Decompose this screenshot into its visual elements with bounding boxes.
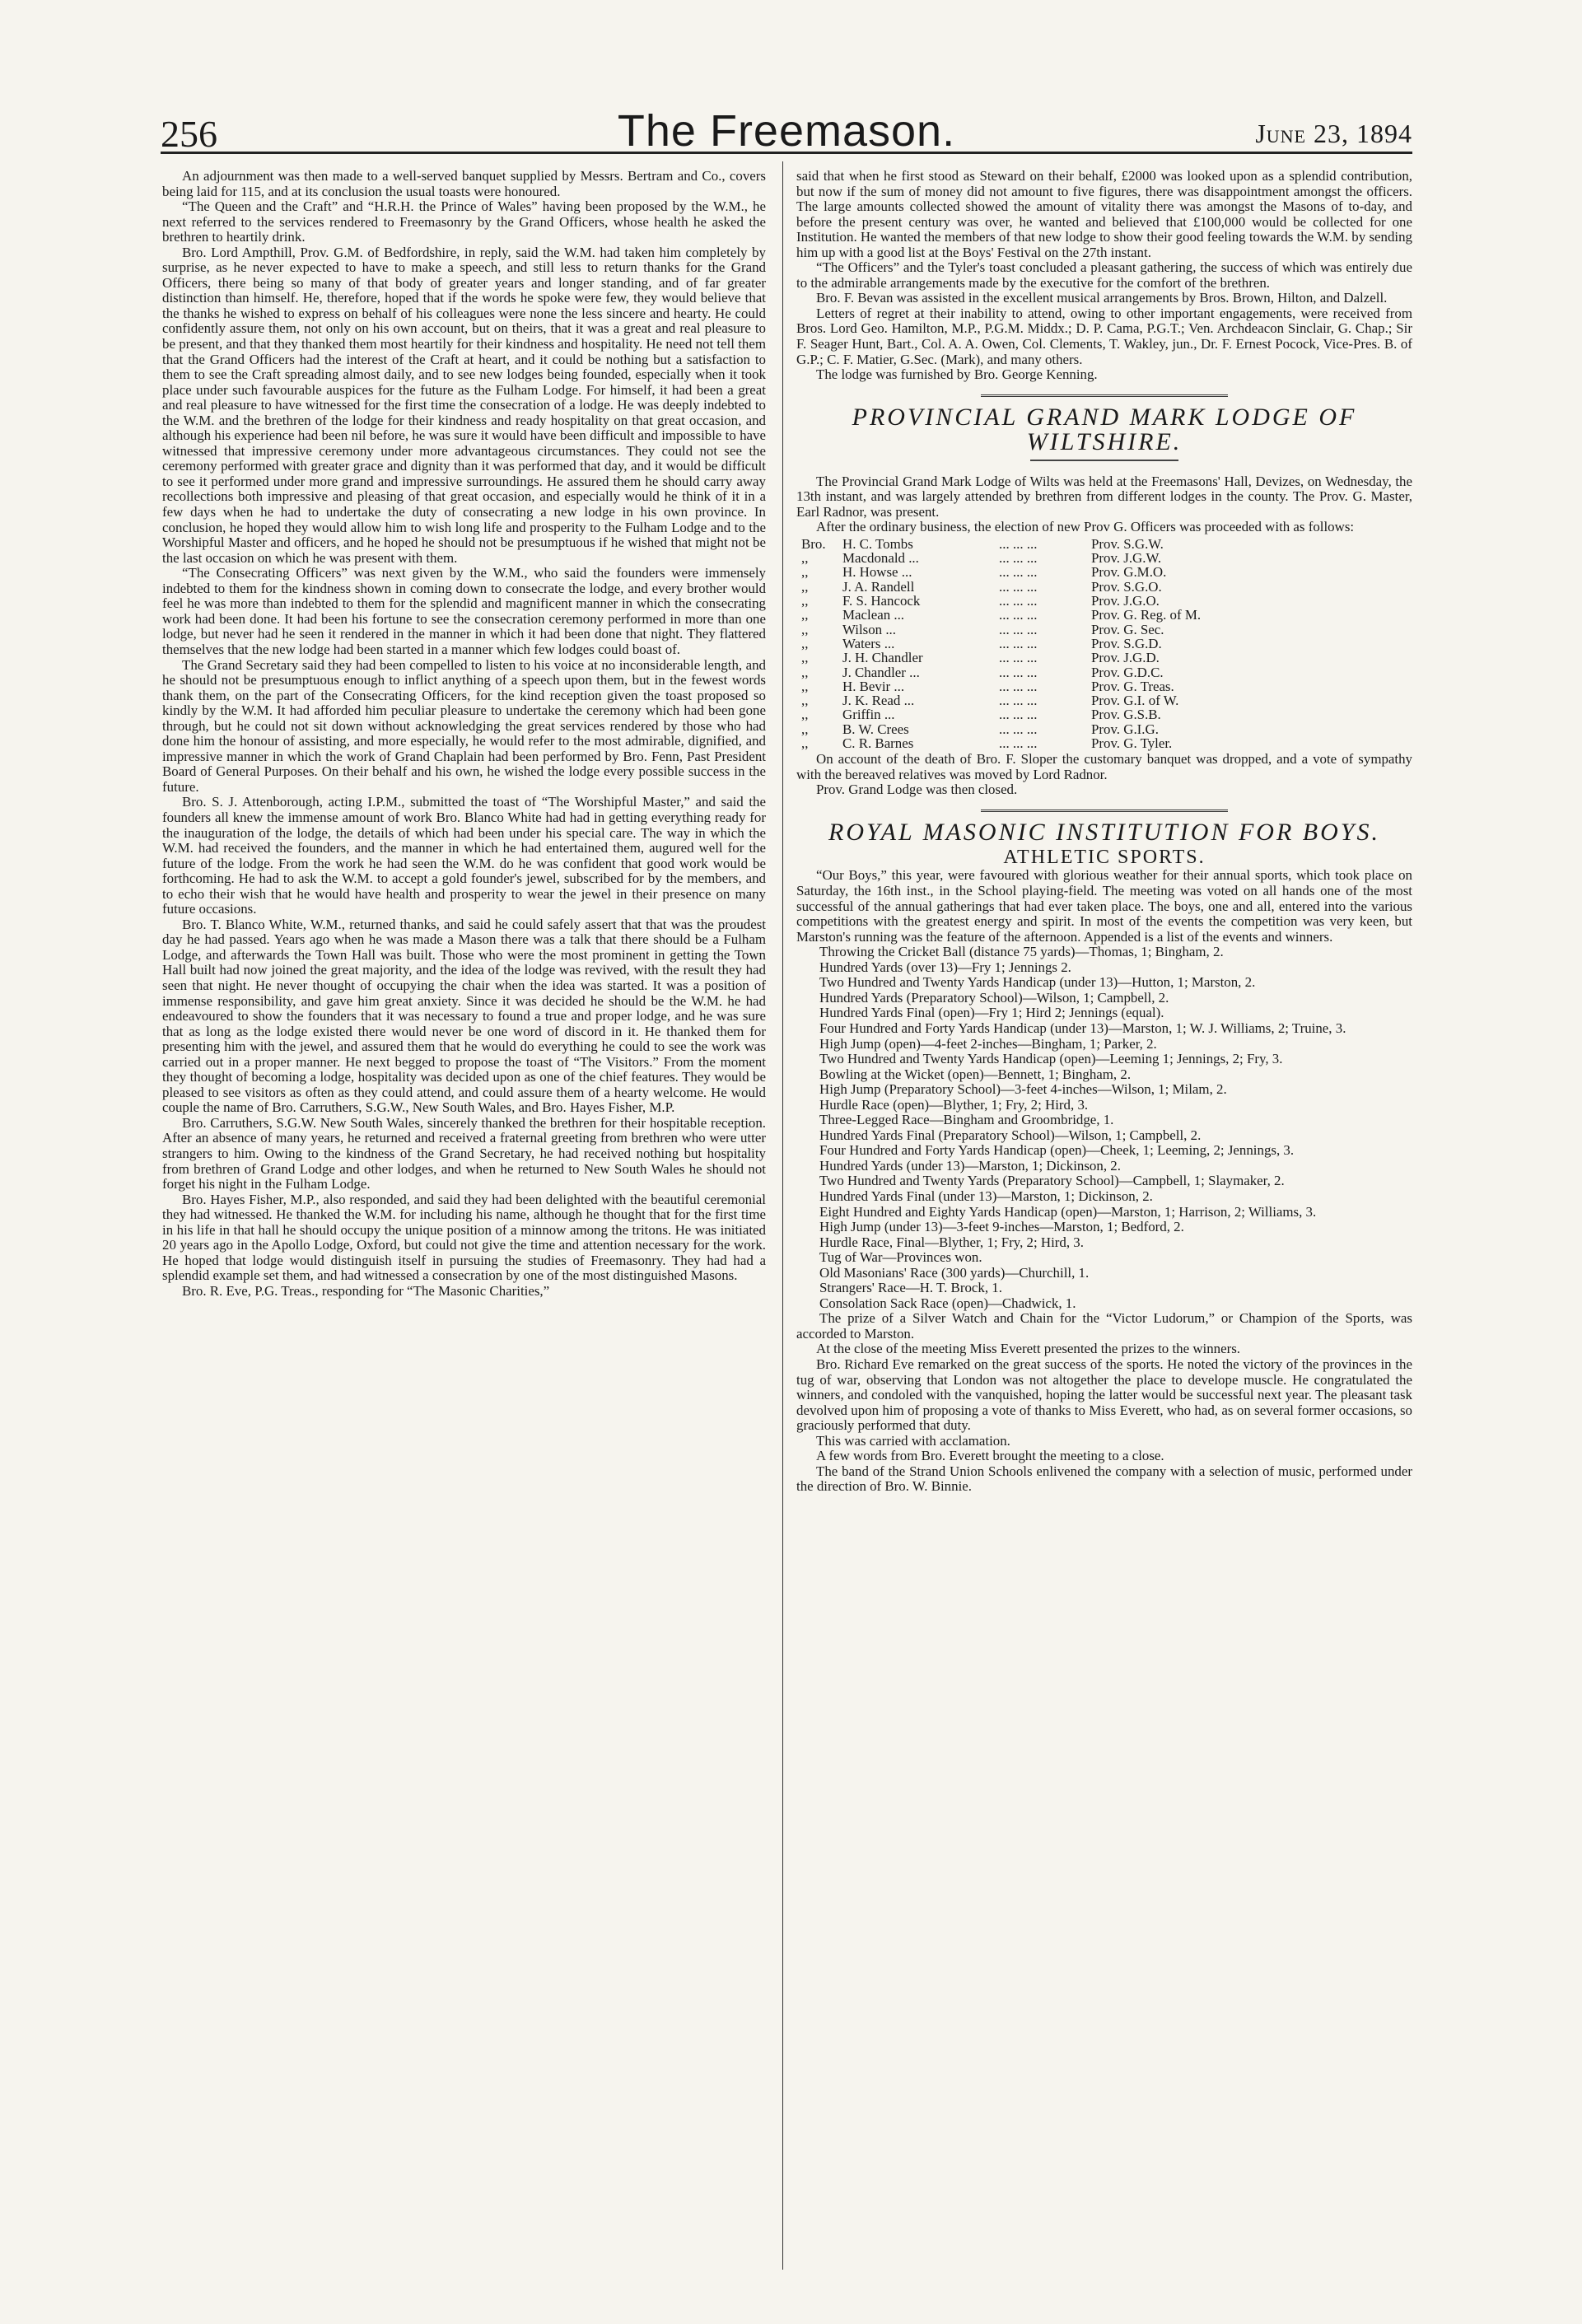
leader-dots: ... ... ...	[999, 721, 1038, 737]
paragraph: The lodge was furnished by Bro. George Kenning.	[816, 366, 1098, 383]
leader-dots: ... ... ...	[999, 735, 1038, 751]
leader-dots: ... ... ...	[999, 664, 1038, 680]
leader-dots: ... ... ...	[999, 635, 1038, 651]
officer-prefix: ,,	[801, 678, 809, 694]
officer-prefix: ,,	[801, 664, 809, 680]
officer-name: H. Howse ...	[842, 564, 912, 581]
section-divider	[981, 810, 1228, 812]
results-list	[796, 945, 1412, 1342]
officer-office: Prov. G. Treas.	[1091, 678, 1174, 694]
result-item: Three-Legged Race—Bingham and Groombridge, 1.	[819, 1112, 1114, 1128]
result-item: High Jump (Preparatory School)—3-feet 4-inches—Wilson, 1; Milam, 2.	[819, 1081, 1227, 1098]
paragraph: Letters of regret at their inability to attend, owing to other important engagements, were received from Bros. Lord Geo. Hamilton, M.P., P.G.M. Middx.; D. P. Cama, P.G.T.; Ven. Archdeacon Sinclair, G. Chap.; Sir F. Seager Hunt, Bart., Col. A. A. Owen, Col. Clements, T. Wakley, jun., Dr. F. Ernest Pocock, Vice-Pres. B. of G.P.; C. F. Matier, G.Sec. (Mark), and many others.	[796, 305, 1412, 367]
officer-name: H. C. Tombs	[842, 535, 913, 552]
result-item: Two Hundred and Twenty Yards Handicap (open)—Leeming 1; Jennings, 2; Fry, 3.	[819, 1051, 1283, 1067]
leader-dots: ... ... ...	[999, 693, 1038, 709]
result-item: Hundred Yards (under 13)—Marston, 1; Dickinson, 2.	[819, 1157, 1121, 1174]
officer-row	[796, 637, 1264, 651]
paragraph: At the close of the meeting Miss Everett presented the prizes to the winners.	[816, 1341, 1241, 1357]
officer-name: J. A. Randell	[842, 578, 915, 595]
sports-subheading: ATHLETIC SPORTS.	[1003, 846, 1206, 868]
result-item: Hurdle Race (open)—Blyther, 1; Fry, 2; Hird, 3.	[819, 1096, 1089, 1113]
leader-dots: ... ... ...	[999, 593, 1038, 609]
section-divider	[981, 394, 1228, 397]
page-header	[161, 97, 1412, 155]
result-item: Hundred Yards (over 13)—Fry 1; Jennings 2.	[819, 959, 1071, 975]
paragraph: Bro. Hayes Fisher, M.P., also responded, and said they had been delighted with the beautiful ceremonial they had witnessed. He thanked the W.M. for including his name, although he thought that for the first time in his life in that hall he should occupy the unique position of a minnow among the tritons. He was initiated 20 years ago in the Apollo Lodge, Oxford, but could not give the time and attention necessary for the work. He hoped that lodge would distinguish itself in pursuing the studies of Freemasonry. They had had a splendid example set them, and had witnessed a consecration by one of the most distinguished Masons.	[162, 1191, 766, 1284]
result-item: Old Masonians' Race (300 yards)—Churchill, 1.	[819, 1264, 1090, 1281]
officer-name: Macdonald ...	[842, 550, 919, 567]
column-divider	[782, 161, 783, 2270]
paragraph: An adjournment was then made to a well-served banquet supplied by Messrs. Bertram and Co., covers being laid for 115, and at its conclusion the usual toasts were honoured.	[162, 168, 766, 199]
officer-name: B. W. Crees	[842, 721, 909, 737]
officer-office: Prov. G.I.G.	[1091, 721, 1159, 737]
officer-office: Prov. S.G.W.	[1091, 535, 1164, 552]
officer-prefix: ,,	[801, 635, 809, 651]
officer-office: Prov. G. Tyler.	[1091, 735, 1173, 751]
result-item: Two Hundred and Twenty Yards Handicap (under 13)—Hutton, 1; Marston, 2.	[819, 974, 1256, 991]
result-item: Hundred Yards Final (under 13)—Marston, 1; Dickinson, 2.	[819, 1188, 1153, 1204]
header-rule	[161, 152, 1412, 154]
leader-dots: ... ... ...	[999, 607, 1038, 623]
result-item: The prize of a Silver Watch and Chain for the “Victor Ludorum,” or Champion of the Sports, was accorded to Marston.	[796, 1310, 1412, 1342]
result-item: Four Hundred and Forty Yards Handicap (under 13)—Marston, 1; W. J. Williams, 2; Truine, 3.	[819, 1020, 1346, 1036]
officer-office: Prov. G.S.B.	[1091, 707, 1161, 723]
result-item: Hundred Yards (Preparatory School)—Wilson, 1; Campbell, 2.	[819, 989, 1169, 1006]
officer-prefix: ,,	[801, 707, 809, 723]
officer-name: Maclean ...	[842, 607, 905, 623]
officer-office: Prov. J.G.D.	[1091, 650, 1160, 666]
officer-prefix: ,,	[801, 735, 809, 751]
officer-row	[796, 537, 1264, 551]
officer-office: Prov. G.M.O.	[1091, 564, 1167, 581]
paragraph: “Our Boys,” this year, were favoured with glorious weather for their annual sports, which took place on Saturday, the 16th inst., in the School playing-field. The meeting was voted on all hands one of the most successful of the annual gatherings that had ever taken place. The boys, one and all, entered into the various competitions with the greatest energy and spirit. In most of the events the competition was very keen, but Marston's running was the feature of the afternoon. Appended is a list of the events and winners.	[796, 867, 1412, 945]
page-number: 256	[161, 113, 217, 155]
paragraph: This was carried with acclamation.	[816, 1432, 1010, 1449]
leader-dots: ... ... ...	[999, 621, 1038, 637]
officer-prefix: ,,	[801, 564, 809, 581]
officer-prefix: ,,	[801, 693, 809, 709]
result-item: Strangers' Race—H. T. Brock, 1.	[819, 1280, 1002, 1296]
paragraph: The Grand Secretary said they had been compelled to listen to his voice at no inconsiderable length, and he should not be presumptuous enough to inflict anything of a speech upon them, but in the fewest words thank them, on the part of the Consecrating Officers, for the kind reception given the toast proposed so kindly by the W.M. It had afforded him peculiar pleasure to undertake the ceremony which had been gone through, but he could not sit down without acknowledging the great services rendered by those who had done him the honour of assisting, and more especially, he would refer to the most admirable, dignified, and impressive manner in which the work of Grand Chaplain had been performed by Bro. Fenn, Past President Board of General Purposes. On their behalf and his own, he wished the lodge every possible success in the future.	[162, 656, 766, 795]
officer-row	[796, 623, 1264, 637]
officer-row	[796, 565, 1264, 579]
paragraph: “The Officers” and the Tyler's toast concluded a pleasant gathering, the success of which was entirely due to the admirable arrangements made by the executive for the comfort of the brethren.	[796, 259, 1412, 291]
masthead-title: The Freemason.	[617, 106, 956, 156]
result-item: Hundred Yards Final (Preparatory School)—Wilson, 1; Campbell, 2.	[819, 1127, 1202, 1143]
paragraph: On account of the death of Bro. F. Sloper the customary banquet was dropped, and a vote of sympathy with the bereaved relatives was moved by Lord Radnor.	[796, 751, 1412, 782]
paragraph: Bro. R. Eve, P.G. Treas., responding for “The Masonic Charities,”	[182, 1282, 550, 1299]
officer-row	[796, 651, 1264, 665]
paragraph: Bro. T. Blanco White, W.M., returned thanks, and said he could safely assert that that was the proudest day he had passed. Years ago when he was made a Mason there was a talk that there should be a Fulham Lodge, and afterwards the Town Hall was built. Those who were the most prominent in getting the Town Hall built had now joined the great majority, and the idea of the lodge was revived, with the result they had seen that night. He never thought of occupying the chair when the idea was started. It was a position of immense responsibility, and gave him great anxiety. Since it was decided he should be the W.M. he had endeavoured to show the founders that it was necessary to found a true and proper lodge, and he was sure that as long as the lodge existed there would never be one word of discord in it. He thanked them for presenting him with the jewel, and assured them that he would do everything he could to see the work was carried out in a proper manner. He next begged to propose the toast of “The Visitors.” From the moment they thought of becoming a lodge, hospitality was decided upon as one of the chief features. They would be pleased to see visitors as often as they could attend, and could assure them of a hearty welcome. He would couple the name of Bro. Carruthers, S.G.W., New South Wales, and Bro. Hayes Fisher, M.P.	[162, 916, 766, 1116]
officer-row	[796, 551, 1264, 565]
officer-name: H. Bevir ...	[842, 678, 905, 694]
officer-row	[796, 693, 1264, 707]
paragraph: Bro. Richard Eve remarked on the great success of the sports. He noted the victory of the provinces in the tug of war, observing that London was not altogether the place to develope muscle. He congratulated the winners, and condoled with the vanquished, hoping the latter would be successful next year. The pleasant task devolved upon him of proposing a vote of thanks to Miss Everett, who had, as on several former occasions, so graciously performed that duty.	[796, 1356, 1412, 1434]
wiltshire-heading: PROVINCIAL GRAND MARK LODGE OF WILTSHIRE.	[852, 403, 1357, 455]
officer-row	[796, 679, 1264, 693]
left-column	[162, 169, 766, 1299]
officer-name: F. S. Hancock	[842, 593, 921, 609]
paragraph: Bro. Carruthers, S.G.W. New South Wales, sincerely thanked the brethren for their hospitable reception. After an absence of many years, he returned and received a fraternal greeting from brethren who were utter strangers to him. Owing to the kindness of the Grand Secretary, he had received nothing but hospitality from brethren of Grand Lodge and other lodges, and when he returned to New South Wales he should not forget his night in the Fulham Lodge.	[162, 1114, 766, 1192]
officer-row	[796, 608, 1264, 622]
officer-prefix: ,,	[801, 607, 809, 623]
heading-rule	[1030, 460, 1178, 461]
result-item: Four Hundred and Forty Yards Handicap (open)—Cheek, 1; Leeming, 2; Jennings, 3.	[819, 1142, 1295, 1159]
paragraph: The Provincial Grand Mark Lodge of Wilts was held at the Freemasons' Hall, Devizes, on Wednesday, the 13th instant, and was largely attended by brethren from different lodges in the county. The Prov. G. Master, Earl Radnor, was present.	[796, 473, 1412, 520]
officer-row	[796, 707, 1264, 721]
officer-office: Prov. S.G.D.	[1091, 635, 1162, 651]
right-column	[796, 169, 1412, 1495]
officer-row	[796, 594, 1264, 608]
officer-prefix: ,,	[801, 550, 809, 567]
officer-row	[796, 665, 1264, 679]
officer-name: J. Chandler ...	[842, 664, 920, 680]
result-item: Hundred Yards Final (open)—Fry 1; Hird 2; Jennings (equal).	[819, 1005, 1164, 1021]
result-item: Tug of War—Provinces won.	[819, 1249, 982, 1266]
officer-prefix: Bro.	[801, 535, 826, 552]
result-item: Two Hundred and Twenty Yards (Preparatory School)—Campbell, 1; Slaymaker, 2.	[819, 1173, 1285, 1189]
result-item: Consolation Sack Race (open)—Chadwick, 1.	[819, 1295, 1076, 1311]
officer-prefix: ,,	[801, 593, 809, 609]
leader-dots: ... ... ...	[999, 578, 1038, 595]
officer-name: J. K. Read ...	[842, 693, 915, 709]
officer-office: Prov. G. Reg. of M.	[1091, 607, 1202, 623]
officer-office: Prov. G.D.C.	[1091, 664, 1164, 680]
paragraph: Bro. S. J. Attenborough, acting I.P.M., submitted the toast of “The Worshipful Master,” and said the founders all knew the immense amount of work Bro. Blanco White had had in getting everything ready for the inauguration of the lodge, the details of which had been under his special care. The way in which the W.M. had received the founders, and the manner in which he had entertained them, augured well for the future of the lodge. From the work he had seen the W.M. do he was confident that good work would be forthcoming. He had to ask the W.M. to accept a gold founder's jewel, subscribed for by the members, and to echo their wish that he would have health and prosperity to wear the jewel in their presence on many future occasions.	[162, 794, 766, 917]
officer-office: Prov. G. Sec.	[1091, 621, 1164, 637]
officer-name: J. H. Chandler	[842, 650, 923, 666]
result-item: Throwing the Cricket Ball (distance 75 yards)—Thomas, 1; Bingham, 2.	[819, 944, 1224, 960]
officer-prefix: ,,	[801, 721, 809, 737]
officer-row	[796, 580, 1264, 594]
paragraph: Bro. Lord Ampthill, Prov. G.M. of Bedfordshire, in reply, said the W.M. had taken him completely by surprise, as he never expected to have to make a speech, and still less to return thanks for the Grand Officers, there being so many of that body of greater years and longer standing, and of far greater distinction than himself. He, therefore, hoped that if the words he spoke were few, they would believe that the thanks he wished to express on behalf of his colleagues were none the less sincere and hearty. He could confidently assure them, not only on his own account, but on theirs, that it was a great and real pleasure to be present, and that they thanked them most heartily for their kindness and hospitality. He need not tell them that the Grand Officers had the interest of the Craft at heart, and it could be nothing but a satisfaction to them to see the Craft spreading almost daily, and to see new lodges being founded, especially when it took place under such favourable auspices for the future as the Fulham Lodge. For himself, it had been a great and real pleasure to have witnessed for the first time the consecration of a lodge. He was deeply indebted to the W.M. and the brethren of the lodge for their kindness and ready hospitality on that great occasion, and although his experience had been nil before, he was sure it would have been difficult and impossible to have witnessed that impressive ceremony under more advantageous circumstances. They could not see the ceremony performed with greater grace and dignity than it was performed that day, and it would be difficult to see it performed under more grand and impressive surroundings. He assured them he should carry away recollections both impressive and pleasing of that great occasion, and especially would he think of it in a few days when he had to undertake the duty of consecrating a new lodge in his own province. In conclusion, he hoped they would allow him to wish long life and prosperity to the Fulham Lodge and to the Worshipful Master and officers, and he hoped he should not be presumptuous if he wished that might not be the last occasion on which he was present with them.	[162, 244, 766, 566]
officer-office: Prov. J.G.W.	[1091, 550, 1162, 567]
leader-dots: ... ... ...	[999, 650, 1038, 666]
result-item: High Jump (under 13)—3-feet 9-inches—Marston, 1; Bedford, 2.	[819, 1219, 1184, 1235]
result-item: Hurdle Race, Final—Blyther, 1; Fry, 2; Hird, 3.	[819, 1234, 1084, 1250]
officer-office: Prov. J.G.O.	[1091, 593, 1160, 609]
paragraph: “The Queen and the Craft” and “H.R.H. the Prince of Wales” having been proposed by the W.M., he next referred to the services rendered to Freemasonry by the Grand Officers, whose health he asked the brethren to heartily drink.	[162, 198, 766, 245]
officer-office: Prov. G.I. of W.	[1091, 693, 1179, 709]
issue-date: June 23, 1894	[1255, 119, 1412, 148]
paragraph: After the ordinary business, the election of new Prov G. Officers was proceeded with as follows:	[816, 519, 1355, 535]
leader-dots: ... ... ...	[999, 550, 1038, 567]
paragraph: said that when he first stood as Steward on their behalf, £2000 was looked upon as a splendid contribution, but now if the sum of money did not amount to five figures, there was disappointment amongst the officers. The large amounts collected showed the amount of vitality there was amongst the Masons of to-day, and before the present century was over, he wanted and believed that £100,000 would be collected for one Institution. He wanted the members of that new lodge to show their good feeling towards the W.M. by sending him up with a good list at the Boys' Festival on the 27th instant.	[796, 168, 1412, 260]
officer-name: C. R. Barnes	[842, 735, 914, 751]
leader-dots: ... ... ...	[999, 678, 1038, 694]
leader-dots: ... ... ...	[999, 707, 1038, 723]
officer-prefix: ,,	[801, 578, 809, 595]
leader-dots: ... ... ...	[999, 535, 1038, 552]
officer-row	[796, 722, 1264, 736]
paragraph: A few words from Bro. Everett brought the meeting to a close.	[816, 1448, 1164, 1464]
officer-name: Waters ...	[842, 635, 895, 651]
paragraph: Prov. Grand Lodge was then closed.	[816, 782, 1018, 798]
officer-name: Wilson ...	[842, 621, 897, 637]
officer-prefix: ,,	[801, 621, 809, 637]
paragraph: The band of the Strand Union Schools enlivened the company with a selection of music, performed under the direction of Bro. W. Binnie.	[796, 1463, 1412, 1495]
paragraph: “The Consecrating Officers” was next given by the W.M., who said the founders were immensely indebted to them for the kindness shown in coming down to consecrate the lodge, and every brother would feel he was more than indebted to them for the splendid and magnificent manner in which the consecrating work had been done. It had been his fortune to see the consecration ceremony performed in more than one lodge, but never had he seen it rendered in the manner in which it had been done that night. They flattered themselves that the new lodge had been started in a manner which few lodges could boast of.	[162, 565, 766, 657]
leader-dots: ... ... ...	[999, 564, 1038, 581]
officer-name: Griffin ...	[842, 707, 895, 723]
boys-heading: ROYAL MASONIC INSTITUTION FOR BOYS.	[828, 818, 1380, 846]
officer-prefix: ,,	[801, 650, 809, 666]
officer-row	[796, 736, 1264, 750]
result-item: Eight Hundred and Eighty Yards Handicap (open)—Marston, 1; Harrison, 2; Williams, 3.	[819, 1203, 1317, 1220]
result-item: High Jump (open)—4-feet 2-inches—Bingham, 1; Parker, 2.	[819, 1035, 1157, 1052]
paragraph: Bro. F. Bevan was assisted in the excellent musical arrangements by Bros. Brown, Hilton, and Dalzell.	[816, 290, 1388, 306]
result-item: Bowling at the Wicket (open)—Bennett, 1; Bingham, 2.	[819, 1066, 1132, 1082]
officers-table	[796, 537, 1264, 750]
officer-office: Prov. S.G.O.	[1091, 578, 1162, 595]
